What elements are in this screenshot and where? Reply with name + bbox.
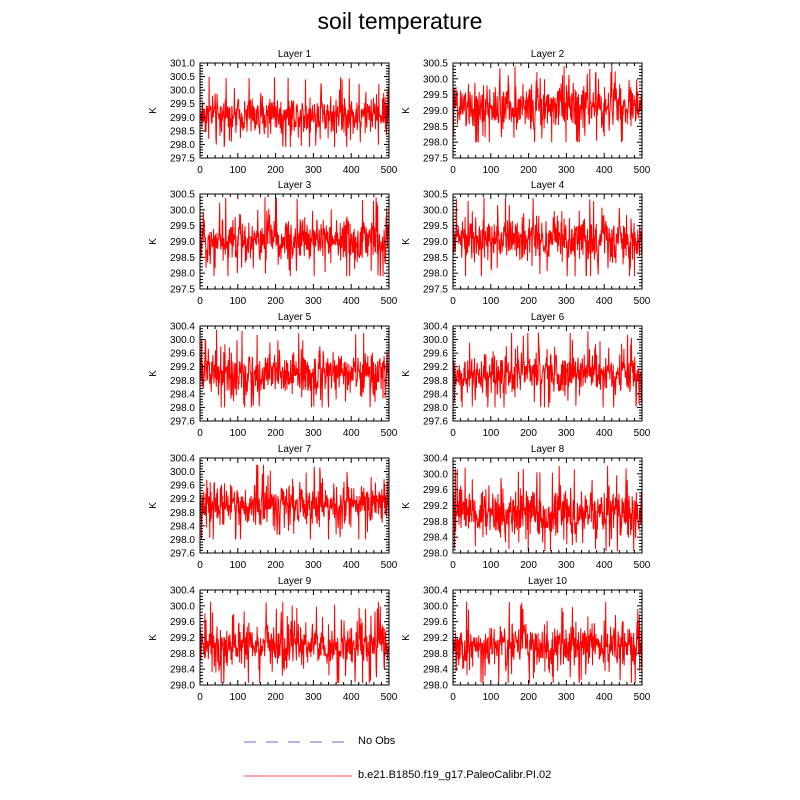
x-tick-label: 100 [482,692,500,703]
x-tick-label: 0 [197,692,203,703]
y-tick-label: 297.5 [169,153,195,165]
series-line [453,197,642,276]
y-tick-label: 300.5 [169,72,195,84]
y-axis-label: K [401,107,412,114]
x-tick-label: 100 [482,165,500,176]
y-tick-label: 298.8 [422,375,448,387]
x-tick-label: 500 [633,165,651,176]
series-line [453,466,642,551]
y-tick-label: 300.0 [169,467,195,479]
y-tick-label: 298.5 [422,252,448,264]
y-axis-label: K [148,107,159,114]
y-tick-label: 297.5 [422,153,448,165]
y-tick-label: 300.0 [169,601,195,613]
x-tick-label: 0 [197,296,203,307]
panel-10 [401,576,651,703]
y-tick-label: 299.6 [422,617,448,629]
y-tick-label: 300.0 [422,74,448,86]
y-tick-label: 298.0 [169,268,195,280]
y-tick-label: 298.4 [422,389,448,401]
x-tick-label: 100 [482,560,500,571]
y-tick-label: 300.0 [422,205,448,217]
y-tick-label: 301.0 [169,58,195,70]
series-line [200,197,389,276]
y-axis-label: K [401,502,412,509]
panel-title: Layer 10 [528,576,567,587]
y-axis-label: K [148,370,159,377]
panel-title: Layer 3 [277,180,312,191]
x-tick-label: 0 [197,560,203,571]
panel-2 [401,49,651,176]
x-tick-label: 0 [197,165,203,176]
y-tick-label: 297.6 [169,548,195,560]
y-tick-label: 300.0 [422,469,448,481]
x-tick-label: 200 [267,165,284,176]
series-line [200,465,389,540]
x-tick-label: 500 [380,692,398,703]
series-line [200,77,389,147]
y-tick-label: 298.5 [169,252,195,264]
series-line [200,602,389,683]
y-tick-label: 298.4 [169,664,195,676]
panel-6 [401,312,651,439]
y-axis-label: K [401,370,412,377]
x-tick-label: 200 [267,428,284,439]
y-tick-label: 299.6 [169,617,195,629]
y-tick-label: 298.4 [169,389,195,401]
y-tick-label: 299.0 [422,237,448,248]
x-tick-label: 0 [450,692,456,703]
y-axis-label: K [401,238,412,245]
x-tick-label: 200 [520,296,537,307]
x-tick-label: 500 [633,428,651,439]
y-tick-label: 300.5 [422,58,448,70]
y-tick-label: 300.0 [422,601,448,613]
y-tick-label: 297.6 [422,416,448,428]
y-tick-label: 298.8 [422,648,448,660]
x-tick-label: 200 [267,560,284,571]
series-line [453,66,642,142]
y-tick-label: 299.0 [169,237,195,248]
y-tick-label: 297.6 [169,416,195,428]
y-tick-label: 298.0 [422,680,448,692]
panel-title: Layer 8 [530,444,565,455]
x-tick-label: 400 [342,692,360,703]
x-tick-label: 300 [558,296,575,307]
y-tick-label: 298.4 [422,664,448,676]
y-tick-label: 298.8 [422,516,448,528]
panel-title: Layer 5 [277,312,312,323]
y-tick-label: 300.4 [422,321,448,333]
y-axis-label: K [148,634,159,641]
panel-1 [148,49,398,176]
y-tick-label: 297.5 [169,284,195,296]
x-tick-label: 500 [633,692,651,703]
x-tick-label: 100 [482,428,500,439]
y-tick-label: 299.2 [169,362,195,374]
x-tick-label: 200 [267,692,284,703]
x-tick-label: 400 [595,692,613,703]
x-tick-label: 0 [197,428,203,439]
y-tick-label: 299.6 [169,480,195,492]
x-tick-label: 400 [595,165,613,176]
legend-label-model: b.e21.B1850.f19_g17.PaleoCalibr.PI.02 [358,769,552,781]
y-tick-label: 299.5 [422,90,448,102]
y-tick-label: 298.5 [422,121,448,133]
x-tick-label: 500 [380,296,398,307]
series-line [200,330,389,408]
x-tick-label: 200 [267,296,284,307]
panel-8 [401,444,651,571]
x-tick-label: 300 [558,428,575,439]
y-tick-label: 300.4 [169,321,195,333]
y-tick-label: 298.8 [169,507,195,519]
x-tick-label: 200 [520,428,537,439]
x-tick-label: 0 [450,165,456,176]
panel-5 [148,312,398,439]
y-tick-label: 298.0 [169,534,195,546]
x-tick-label: 400 [342,560,360,571]
y-tick-label: 299.2 [169,633,195,644]
y-tick-label: 298.0 [422,137,448,149]
x-tick-label: 200 [520,560,537,571]
chart-title: soil temperature [317,8,483,34]
x-tick-label: 500 [633,296,651,307]
x-tick-label: 0 [450,428,456,439]
panel-3 [148,180,398,307]
series-line [453,331,642,407]
x-tick-label: 500 [633,560,651,571]
y-tick-label: 299.5 [169,221,195,233]
y-tick-label: 298.5 [169,126,195,138]
y-tick-label: 299.6 [422,348,448,360]
series-line [453,602,642,683]
x-tick-label: 100 [229,296,247,307]
x-tick-label: 400 [595,560,613,571]
x-tick-label: 0 [450,560,456,571]
x-tick-label: 400 [342,428,360,439]
y-tick-label: 300.4 [169,585,195,597]
y-tick-label: 299.6 [422,485,448,497]
y-tick-label: 299.2 [422,362,448,374]
x-tick-label: 500 [380,560,398,571]
y-tick-label: 297.5 [422,284,448,296]
x-tick-label: 100 [229,428,247,439]
y-tick-label: 299.2 [169,494,195,506]
x-tick-label: 500 [380,165,398,176]
x-tick-label: 400 [342,165,360,176]
x-tick-label: 300 [305,165,322,176]
y-tick-label: 300.0 [422,335,448,347]
x-tick-label: 300 [558,692,575,703]
y-axis-label: K [148,238,159,245]
y-tick-label: 299.2 [422,501,448,512]
y-tick-label: 299.6 [169,348,195,360]
x-tick-label: 100 [229,692,247,703]
y-tick-label: 298.0 [169,139,195,151]
x-tick-label: 400 [595,428,613,439]
y-tick-label: 298.0 [422,268,448,280]
x-tick-label: 300 [558,165,575,176]
panel-title: Layer 2 [530,49,565,60]
y-tick-label: 300.0 [169,205,195,217]
x-tick-label: 400 [595,296,613,307]
x-tick-label: 100 [482,296,500,307]
y-tick-label: 299.0 [422,106,448,117]
panel-7 [148,444,398,571]
y-tick-label: 300.0 [169,335,195,347]
panel-title: Layer 6 [530,312,565,323]
y-tick-label: 299.5 [422,221,448,233]
x-tick-label: 100 [229,165,247,176]
panel-title: Layer 1 [277,49,312,60]
y-tick-label: 300.4 [422,453,448,465]
panel-title: Layer 4 [530,180,565,191]
x-tick-label: 300 [305,428,322,439]
y-tick-label: 298.0 [169,402,195,414]
y-tick-label: 298.4 [169,521,195,533]
panel-9 [148,576,398,703]
x-tick-label: 200 [520,692,537,703]
y-tick-label: 300.0 [169,85,195,97]
y-tick-label: 299.5 [169,99,195,111]
y-tick-label: 300.4 [169,453,195,465]
y-tick-label: 298.8 [169,375,195,387]
y-tick-label: 299.0 [169,112,195,124]
y-tick-label: 300.4 [422,585,448,597]
y-tick-label: 298.0 [422,402,448,414]
x-tick-label: 300 [305,296,322,307]
y-tick-label: 299.2 [422,633,448,644]
x-tick-label: 300 [305,560,322,571]
panel-4 [401,180,651,307]
x-tick-label: 500 [380,428,398,439]
panel-title: Layer 9 [277,576,312,587]
y-axis-label: K [401,634,412,641]
y-tick-label: 298.0 [169,680,195,692]
y-tick-label: 298.8 [169,648,195,660]
x-tick-label: 300 [558,560,575,571]
x-tick-label: 100 [229,560,247,571]
y-tick-label: 298.0 [422,548,448,560]
y-axis-label: K [148,502,159,509]
panel-title: Layer 7 [277,444,312,455]
x-tick-label: 200 [520,165,537,176]
x-tick-label: 300 [305,692,322,703]
x-tick-label: 0 [450,296,456,307]
y-tick-label: 300.5 [169,189,195,201]
x-tick-label: 400 [342,296,360,307]
y-tick-label: 300.5 [422,189,448,201]
legend-label-no-obs: No Obs [358,735,396,747]
y-tick-label: 298.4 [422,532,448,544]
